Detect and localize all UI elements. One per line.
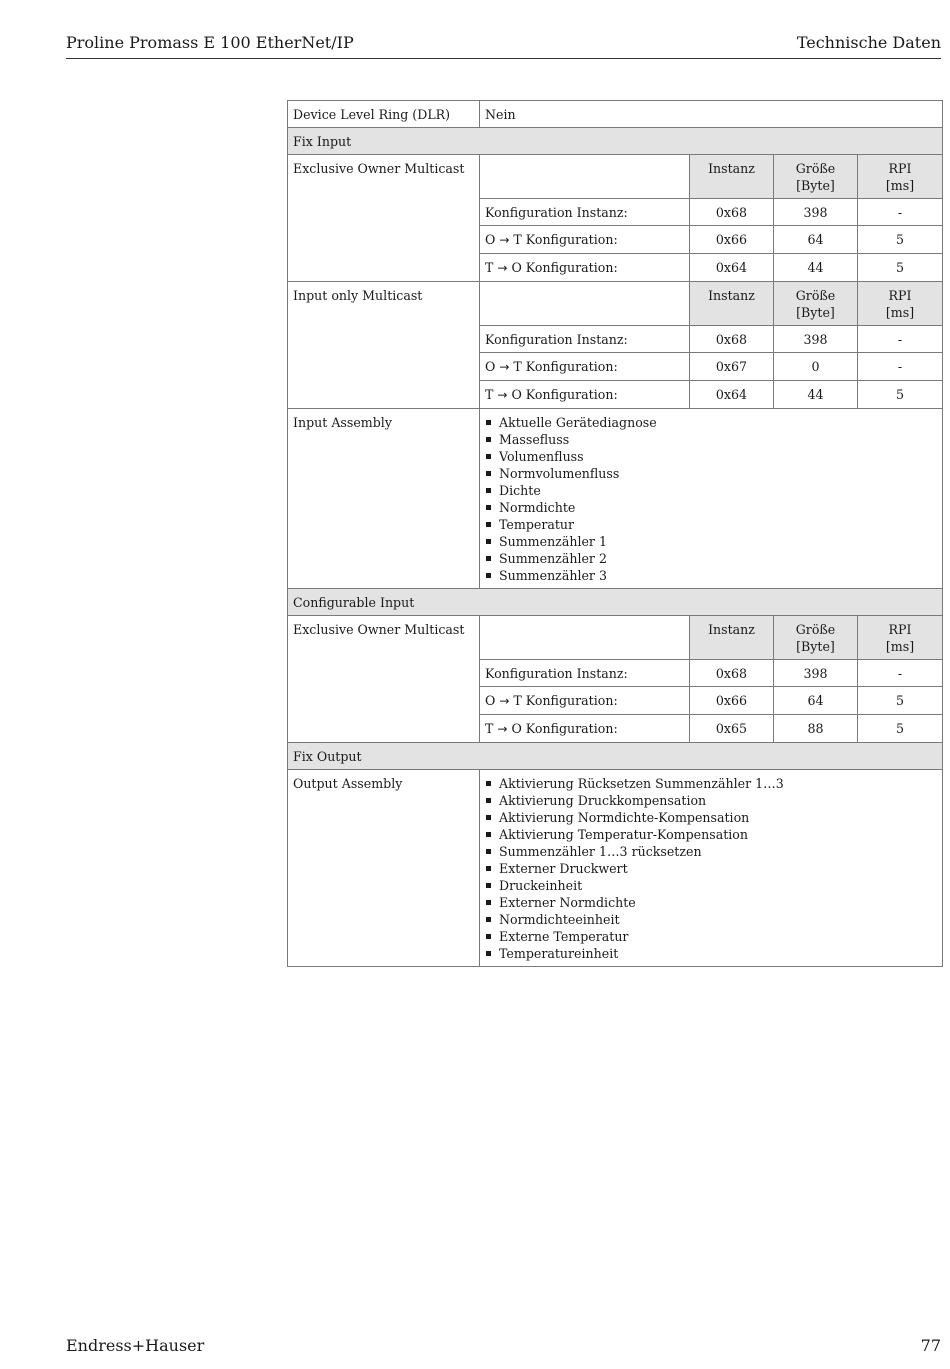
config-name: T → O Konfiguration: [480, 254, 690, 282]
list-item: Aktivierung Normdichte-Kompensation [485, 809, 937, 826]
blank-cell [480, 282, 690, 326]
group-label: Output Assembly [288, 770, 480, 967]
right-arrow-icon: → [499, 360, 510, 374]
right-arrow-icon: → [497, 722, 508, 736]
column-header-groesse: Größe [Byte] [774, 616, 858, 660]
header-section: Technische Daten [796, 33, 941, 52]
group-label: Input only Multicast [288, 282, 480, 409]
groesse-cell: 398 [774, 326, 858, 353]
group-label: Input Assembly [288, 409, 480, 589]
config-name: O → T Konfiguration: [480, 226, 690, 254]
list-item: Normdichteeinheit [485, 911, 937, 928]
config-name: Konfiguration Instanz: [480, 326, 690, 353]
list-item: Aktivierung Druckkompensation [485, 792, 937, 809]
table-row [288, 616, 943, 660]
page-number: 77 [920, 1336, 941, 1355]
rpi-cell: 5 [858, 254, 943, 282]
column-header-rpi: RPI [ms] [858, 616, 943, 660]
list-item: Dichte [485, 482, 937, 499]
list-item: Externer Druckwert [485, 860, 937, 877]
section-row [288, 128, 943, 155]
config-name: T → O Konfiguration: [480, 715, 690, 743]
list-item: Summenzähler 2 [485, 550, 937, 567]
right-arrow-icon: → [497, 261, 508, 275]
groesse-cell: 88 [774, 715, 858, 743]
rpi-cell: 5 [858, 226, 943, 254]
column-header-groesse: Größe [Byte] [774, 155, 858, 199]
table-row [288, 101, 943, 128]
groesse-cell: 44 [774, 254, 858, 282]
blank-cell [480, 155, 690, 199]
list-item: Summenzähler 3 [485, 567, 937, 584]
header-rule [66, 58, 941, 59]
instanz-cell: 0x64 [690, 381, 774, 409]
config-name: Konfiguration Instanz: [480, 199, 690, 226]
section-row [288, 743, 943, 770]
group-label: Exclusive Owner Multicast [288, 155, 480, 282]
group-label: Exclusive Owner Multicast [288, 616, 480, 743]
blank-cell [480, 616, 690, 660]
instanz-cell: 0x66 [690, 226, 774, 254]
list-item: Druckeinheit [485, 877, 937, 894]
right-arrow-icon: → [499, 694, 510, 708]
assembly-list-cell [480, 409, 943, 589]
groesse-cell: 398 [774, 199, 858, 226]
groesse-cell: 64 [774, 687, 858, 715]
rpi-cell: - [858, 199, 943, 226]
rpi-cell: - [858, 353, 943, 381]
groesse-cell: 0 [774, 353, 858, 381]
list-item: Summenzähler 1 [485, 533, 937, 550]
dlr-label: Device Level Ring (DLR) [288, 101, 480, 128]
rpi-cell: 5 [858, 687, 943, 715]
column-header-instanz: Instanz [690, 616, 774, 660]
instanz-cell: 0x68 [690, 660, 774, 687]
groesse-cell: 64 [774, 226, 858, 254]
column-header-rpi: RPI [ms] [858, 282, 943, 326]
list-item: Volumenfluss [485, 448, 937, 465]
table-row [288, 282, 943, 326]
instanz-cell: 0x67 [690, 353, 774, 381]
list-item: Externer Normdichte [485, 894, 937, 911]
list-item: Aktuelle Gerätediagnose [485, 414, 937, 431]
list-item: Summenzähler 1…3 rücksetzen [485, 843, 937, 860]
table-row [288, 155, 943, 199]
column-header-rpi: RPI [ms] [858, 155, 943, 199]
instanz-cell: 0x68 [690, 199, 774, 226]
list-item: Massefluss [485, 431, 937, 448]
list-item: Aktivierung Rücksetzen Summenzähler 1…3 [485, 775, 937, 792]
list-item: Temperatur [485, 516, 937, 533]
column-header-instanz: Instanz [690, 155, 774, 199]
groesse-cell: 44 [774, 381, 858, 409]
instanz-cell: 0x64 [690, 254, 774, 282]
config-name: Konfiguration Instanz: [480, 660, 690, 687]
instanz-cell: 0x65 [690, 715, 774, 743]
table-row [288, 770, 943, 967]
config-name: T → O Konfiguration: [480, 381, 690, 409]
section-fix-input: Fix Input [288, 128, 943, 155]
list-item: Normvolumenfluss [485, 465, 937, 482]
config-name: O → T Konfiguration: [480, 353, 690, 381]
spec-table [287, 100, 943, 967]
right-arrow-icon: → [497, 388, 508, 402]
output-assembly-list [485, 775, 937, 962]
assembly-list-cell [480, 770, 943, 967]
config-name: O → T Konfiguration: [480, 687, 690, 715]
list-item: Temperatureinheit [485, 945, 937, 962]
header-title: Proline Promass E 100 EtherNet/IP [66, 33, 354, 52]
section-configurable-input: Configurable Input [288, 589, 943, 616]
rpi-cell: 5 [858, 715, 943, 743]
instanz-cell: 0x68 [690, 326, 774, 353]
input-assembly-list [485, 414, 937, 584]
rpi-cell: - [858, 326, 943, 353]
instanz-cell: 0x66 [690, 687, 774, 715]
section-fix-output: Fix Output [288, 743, 943, 770]
table-row [288, 409, 943, 589]
list-item: Aktivierung Temperatur-Kompensation [485, 826, 937, 843]
rpi-cell: - [858, 660, 943, 687]
right-arrow-icon: → [499, 233, 510, 247]
list-item: Normdichte [485, 499, 937, 516]
column-header-instanz: Instanz [690, 282, 774, 326]
groesse-cell: 398 [774, 660, 858, 687]
rpi-cell: 5 [858, 381, 943, 409]
footer-brand: Endress+Hauser [66, 1336, 205, 1355]
list-item: Externe Temperatur [485, 928, 937, 945]
column-header-groesse: Größe [Byte] [774, 282, 858, 326]
section-row [288, 589, 943, 616]
dlr-value: Nein [480, 101, 943, 128]
